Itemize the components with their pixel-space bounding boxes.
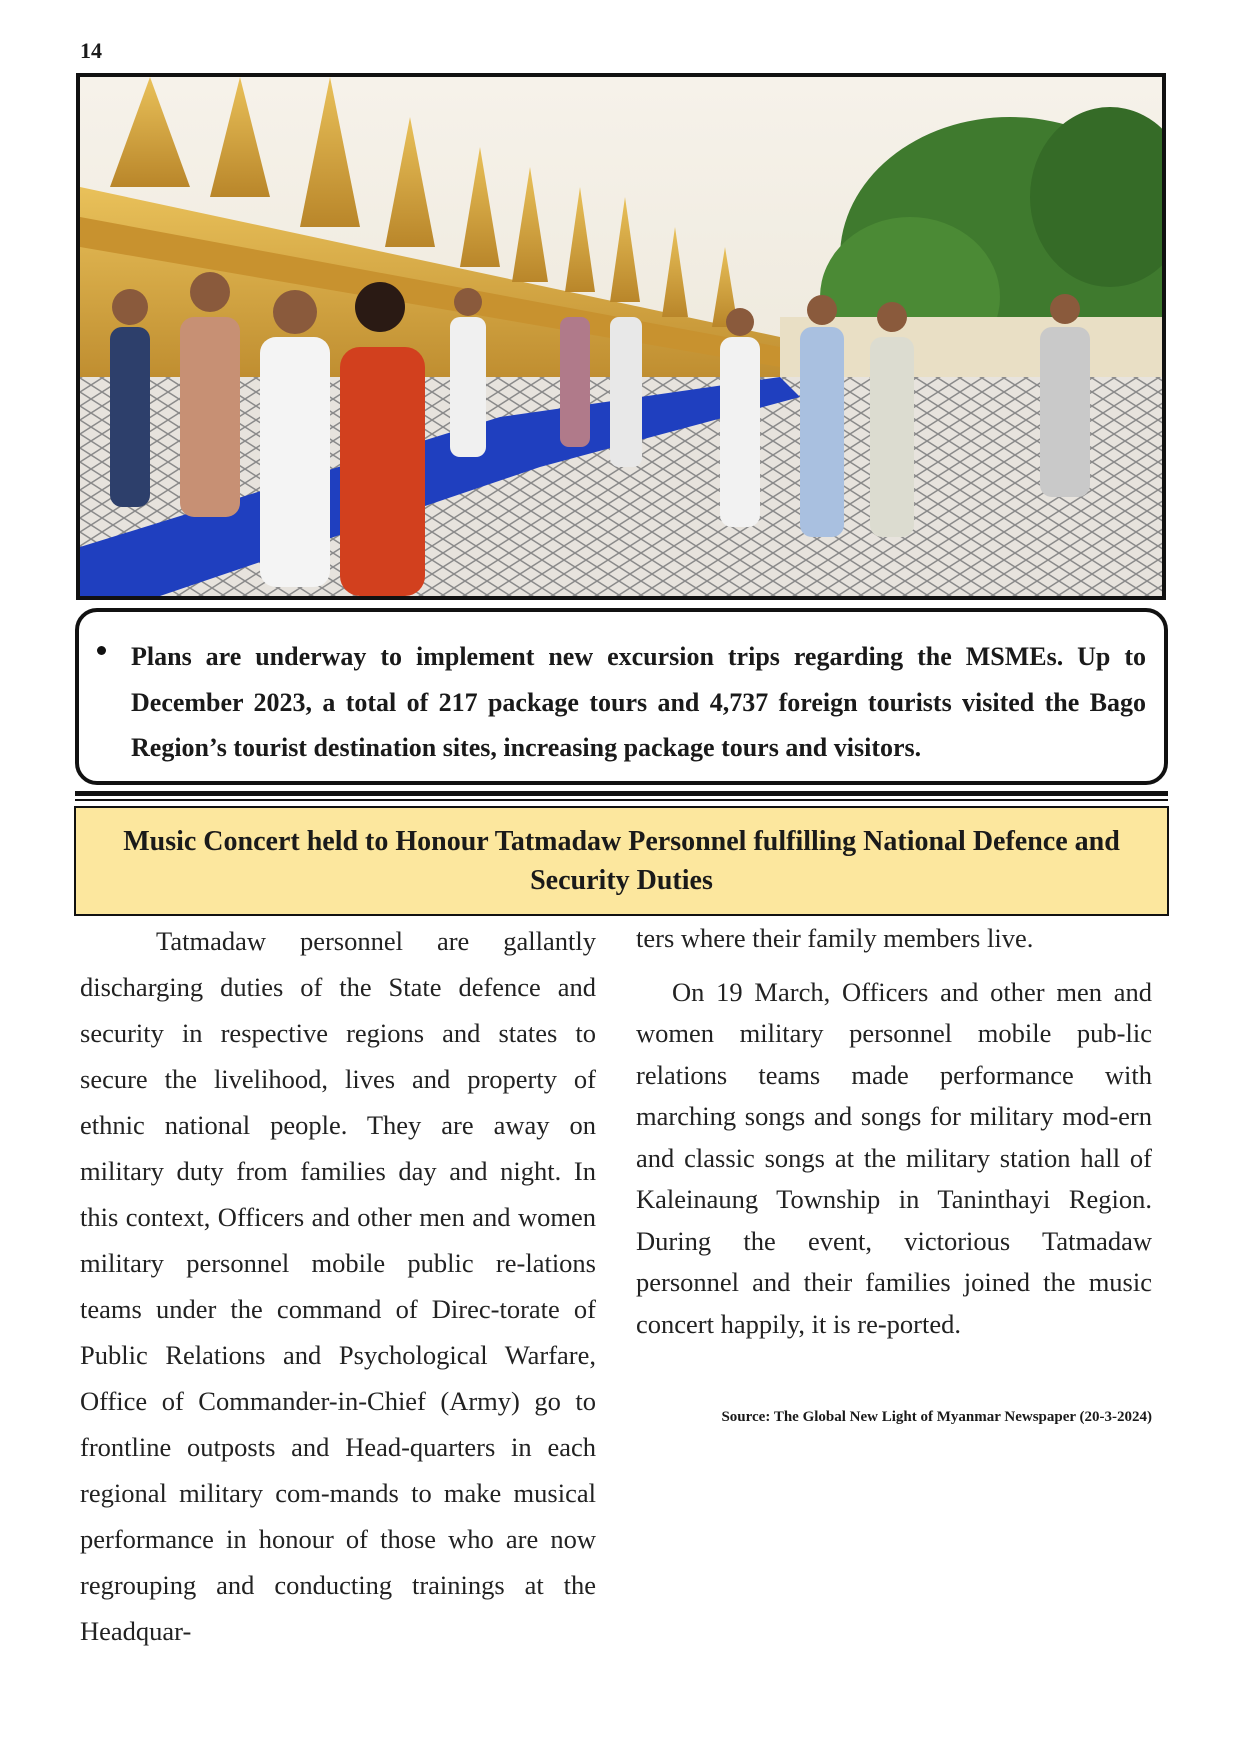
article-paragraph-2: On 19 March, Officers and other men and women military personnel mobile pub-lic relations teams made performance with marching songs and songs for military mod-ern and classic songs at the military station hall of Kaleinaung Township in Taninthayi Region. During the event, victorious Tatmadaw personnel and their families joined the music concert happily, it is re-ported. [636,976,1152,1339]
photo-illustration [80,77,1162,596]
highlight-text: Plans are underway to implement new excursion trips regarding the MSMEs. Up to December 2023, a total of 217 package tours and 4,737 foreign tourists visited the Bago Region’s tourist destination sites, increasing package tours and visitors. [131,642,1146,762]
article-column-left [80,918,596,1654]
bullet-icon [97,646,106,655]
article-headline: Music Concert held to Honour Tatmadaw Personnel fulfilling National Defence and Security Duties [123,826,1120,896]
article-paragraph-1: Tatmadaw personnel are gallantly discharging duties of the State defence and security in respective regions and states to secure the livelihood, lives and property of ethnic national people. They are away on military duty from families day and night. In this context, Officers and other men and women military personnel mobile public re-lations teams under the command of Direc-torate of Public Relations and Psychological Warfare, Office of Commander-in-Chief (Army) go to frontline outposts and Head-quarters in each regional military com-mands to make musical performance in honour of those who are now regrouping and conducting trainings at the Headquar- [80,926,596,1646]
divider-thick [75,791,1168,796]
article-paragraph-1-continuation: ters where their family members live. [636,923,1034,953]
article-column-right [636,918,1152,1345]
source-credit: Source: The Global New Light of Myanmar Newspaper (20-3-2024) [721,1409,1152,1425]
pagoda-crowd-photo [76,73,1166,600]
article-headline-box [74,806,1169,916]
divider-thin [75,799,1168,801]
highlight-box [75,608,1168,785]
page-number: 14 [80,38,102,63]
